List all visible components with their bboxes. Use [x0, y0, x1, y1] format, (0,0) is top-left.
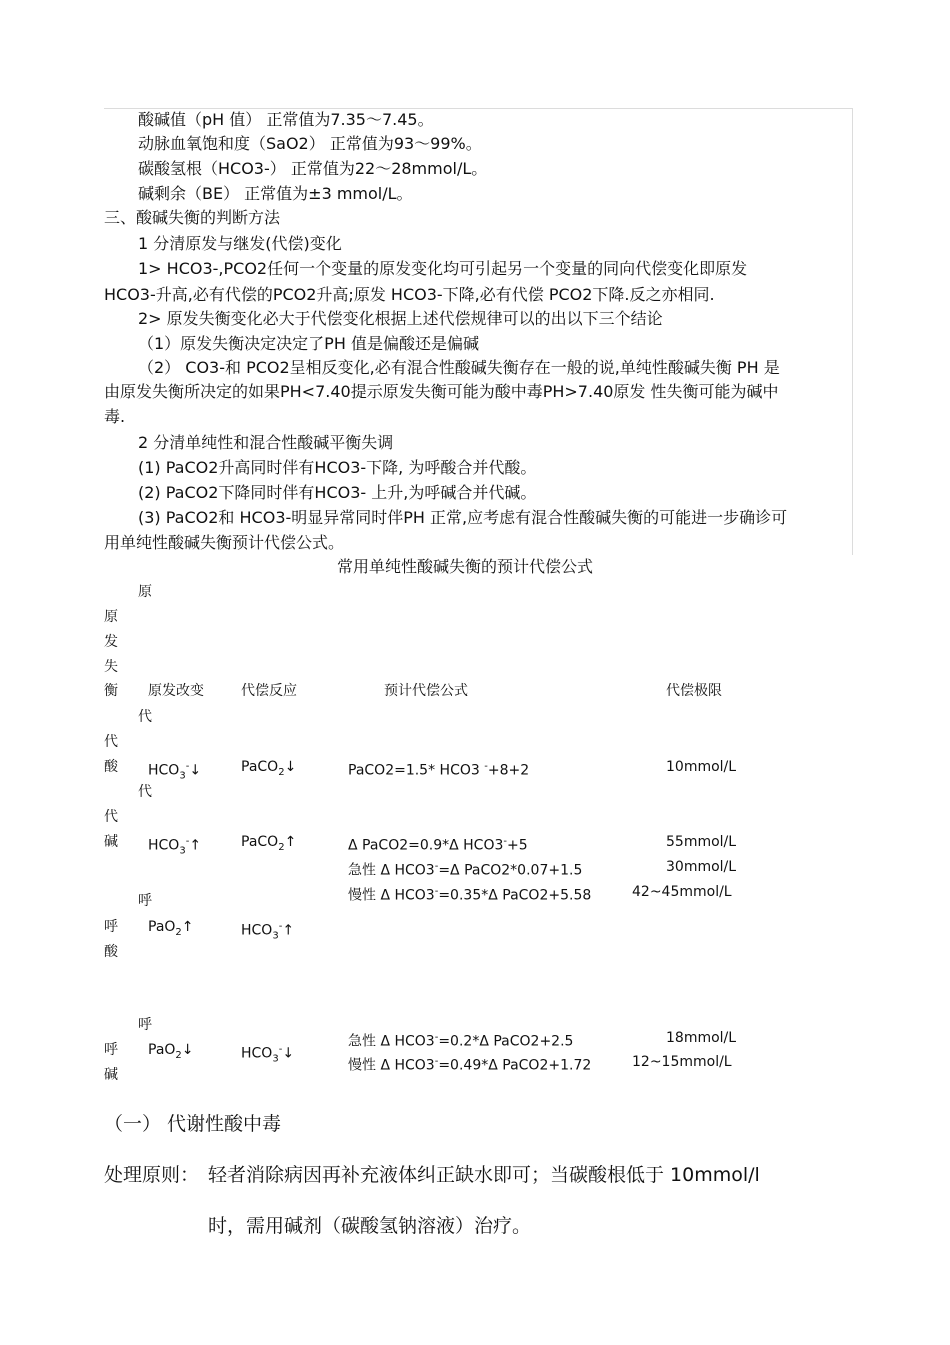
item1-title: 1 分清原发与继发(代偿)变化: [138, 234, 342, 253]
be-normal-line: 碱剩余（BE） 正常值为±3 mmol/L。: [138, 184, 413, 203]
row-formula: PaCO2=1.5* HCO3 -+8+2: [348, 761, 530, 779]
header-change: 原发改变: [148, 683, 204, 699]
paragraph2: 2> 原发失衡变化必大于代偿变化根据上述代偿规律可以的出以下三个结论: [138, 309, 663, 328]
header-response: 代偿反应: [241, 683, 297, 699]
row-type-prefix: 代: [138, 784, 152, 800]
mixed-rule3-line1: (3) PaCO2和 HCO3-明显异常同时伴PH 正常,应考虑有混合性酸碱失衡的可能进一步确诊可: [138, 508, 788, 527]
header-formula: 预计代偿公式: [384, 683, 468, 699]
conclusion2-line3: 毒.: [104, 407, 126, 426]
paragraph1-line2: HCO3-升高,必有代偿的PCO2升高;原发 HCO3-下降,必有代偿 PCO2下降.反之亦相同.: [104, 285, 715, 304]
header-type-char: 失: [104, 659, 118, 675]
row-response: $HCO_3^-↓$: [241, 1044, 295, 1065]
metabolic-acidosis-heading: （一） 代谢性酸中毒: [104, 1113, 282, 1135]
row-limit: 18mmol/L: [666, 1030, 737, 1046]
row-response: PaCO$_2$↑: [241, 834, 297, 853]
row-response: PaCO$_2$↓: [241, 759, 297, 778]
mixed-rule2: (2) PaCO2下降同时伴有HCO3- 上升,为呼碱合并代碱。: [138, 483, 537, 502]
conclusion2-line1: （2） CO3-和 PCO2呈相反变化,必有混合性酸碱失衡存在一般的说,单纯性酸碱失衡 PH 是: [138, 358, 780, 377]
row-formula: 急性 Δ HCO3-=0.2*Δ PaCO2+2.5: [348, 1032, 574, 1050]
conclusion1: （1）原发失衡决定决定了PH 值是偏酸还是偏碱: [138, 334, 479, 353]
row-formula: 慢性 Δ HCO3-=0.35*Δ PaCO2+5.58: [348, 886, 592, 904]
row-type-prefix: 呼: [138, 1017, 152, 1033]
row-type-char: 呼: [104, 919, 118, 935]
mixed-rule3-line2: 用单纯性酸碱失衡预计代偿公式。: [104, 533, 345, 552]
hco3-normal-line: 碳酸氢根（HCO3-） 正常值为22～28mmol/L。: [138, 159, 488, 178]
row-limit: 12~15mmol/L: [632, 1054, 732, 1070]
header-type-prefix: 原: [138, 584, 152, 600]
row-type-char: 酸: [104, 944, 118, 960]
item2-title: 2 分清单纯性和混合性酸碱平衡失调: [138, 433, 394, 452]
row-formula: Δ PaCO2=0.9*Δ HCO3-+5: [348, 836, 528, 854]
row-type-char: 碱: [104, 1067, 118, 1083]
row-limit: 10mmol/L: [666, 759, 737, 775]
mixed-rule1: (1) PaCO2升高同时伴有HCO3-下降, 为呼酸合并代酸。: [138, 458, 537, 477]
row-change: PaO$_2$↑: [148, 919, 194, 938]
header-limit: 代偿极限: [666, 683, 722, 699]
row-limit: 42~45mmol/L: [632, 884, 732, 900]
row-change: $HCO_3^-↓$: [148, 761, 202, 782]
conclusion2-line2: 由原发失衡所决定的如果PH<7.40提示原发失衡可能为酸中毒PH>7.40原发 性失衡可能为碱中: [104, 382, 779, 401]
section3-heading: 三、酸碱失衡的判断方法: [104, 208, 281, 227]
paragraph1-line1: 1> HCO3-,PCO2任何一个变量的原发变化均可引起另一个变量的同向代偿变化即原发: [138, 259, 748, 278]
table-title: 常用单纯性酸碱失衡的预计代偿公式: [337, 557, 594, 576]
row-limit: 30mmol/L: [666, 859, 737, 875]
header-type-char: 发: [104, 634, 118, 650]
row-type-char: 酸: [104, 759, 118, 775]
row-response: $HCO_3^-↑$: [241, 921, 295, 942]
row-type-prefix: 呼: [138, 893, 152, 909]
principle-line2: 时，需用碱剂（碳酸氢钠溶液）治疗。: [208, 1215, 532, 1237]
header-type-char: 原: [104, 609, 118, 625]
ph-normal-line: 酸碱值（pH 值） 正常值为7.35～7.45。: [138, 110, 434, 129]
row-type-char: 碱: [104, 834, 118, 850]
sao2-normal-line: 动脉血氧饱和度（SaO2） 正常值为93～99%。: [138, 134, 482, 153]
row-change: PaO$_2$↓: [148, 1042, 194, 1061]
row-change: $HCO_3^-↑$: [148, 836, 202, 857]
principle-label: 处理原则：: [104, 1164, 200, 1186]
header-type-char: 衡: [104, 683, 118, 699]
row-type-char: 代: [104, 734, 118, 750]
row-formula: 急性 Δ HCO3-=Δ PaCO2*0.07+1.5: [348, 861, 583, 879]
row-limit: 55mmol/L: [666, 834, 737, 850]
row-formula: 慢性 Δ HCO3-=0.49*Δ PaCO2+1.72: [348, 1056, 592, 1074]
row-type-char: 代: [104, 809, 118, 825]
row-type-char: 呼: [104, 1042, 118, 1058]
row-type-prefix: 代: [138, 709, 152, 725]
principle-line1: 轻者消除病因再补充液体纠正缺水即可；当碳酸根低于 10mmol/l: [208, 1164, 760, 1186]
